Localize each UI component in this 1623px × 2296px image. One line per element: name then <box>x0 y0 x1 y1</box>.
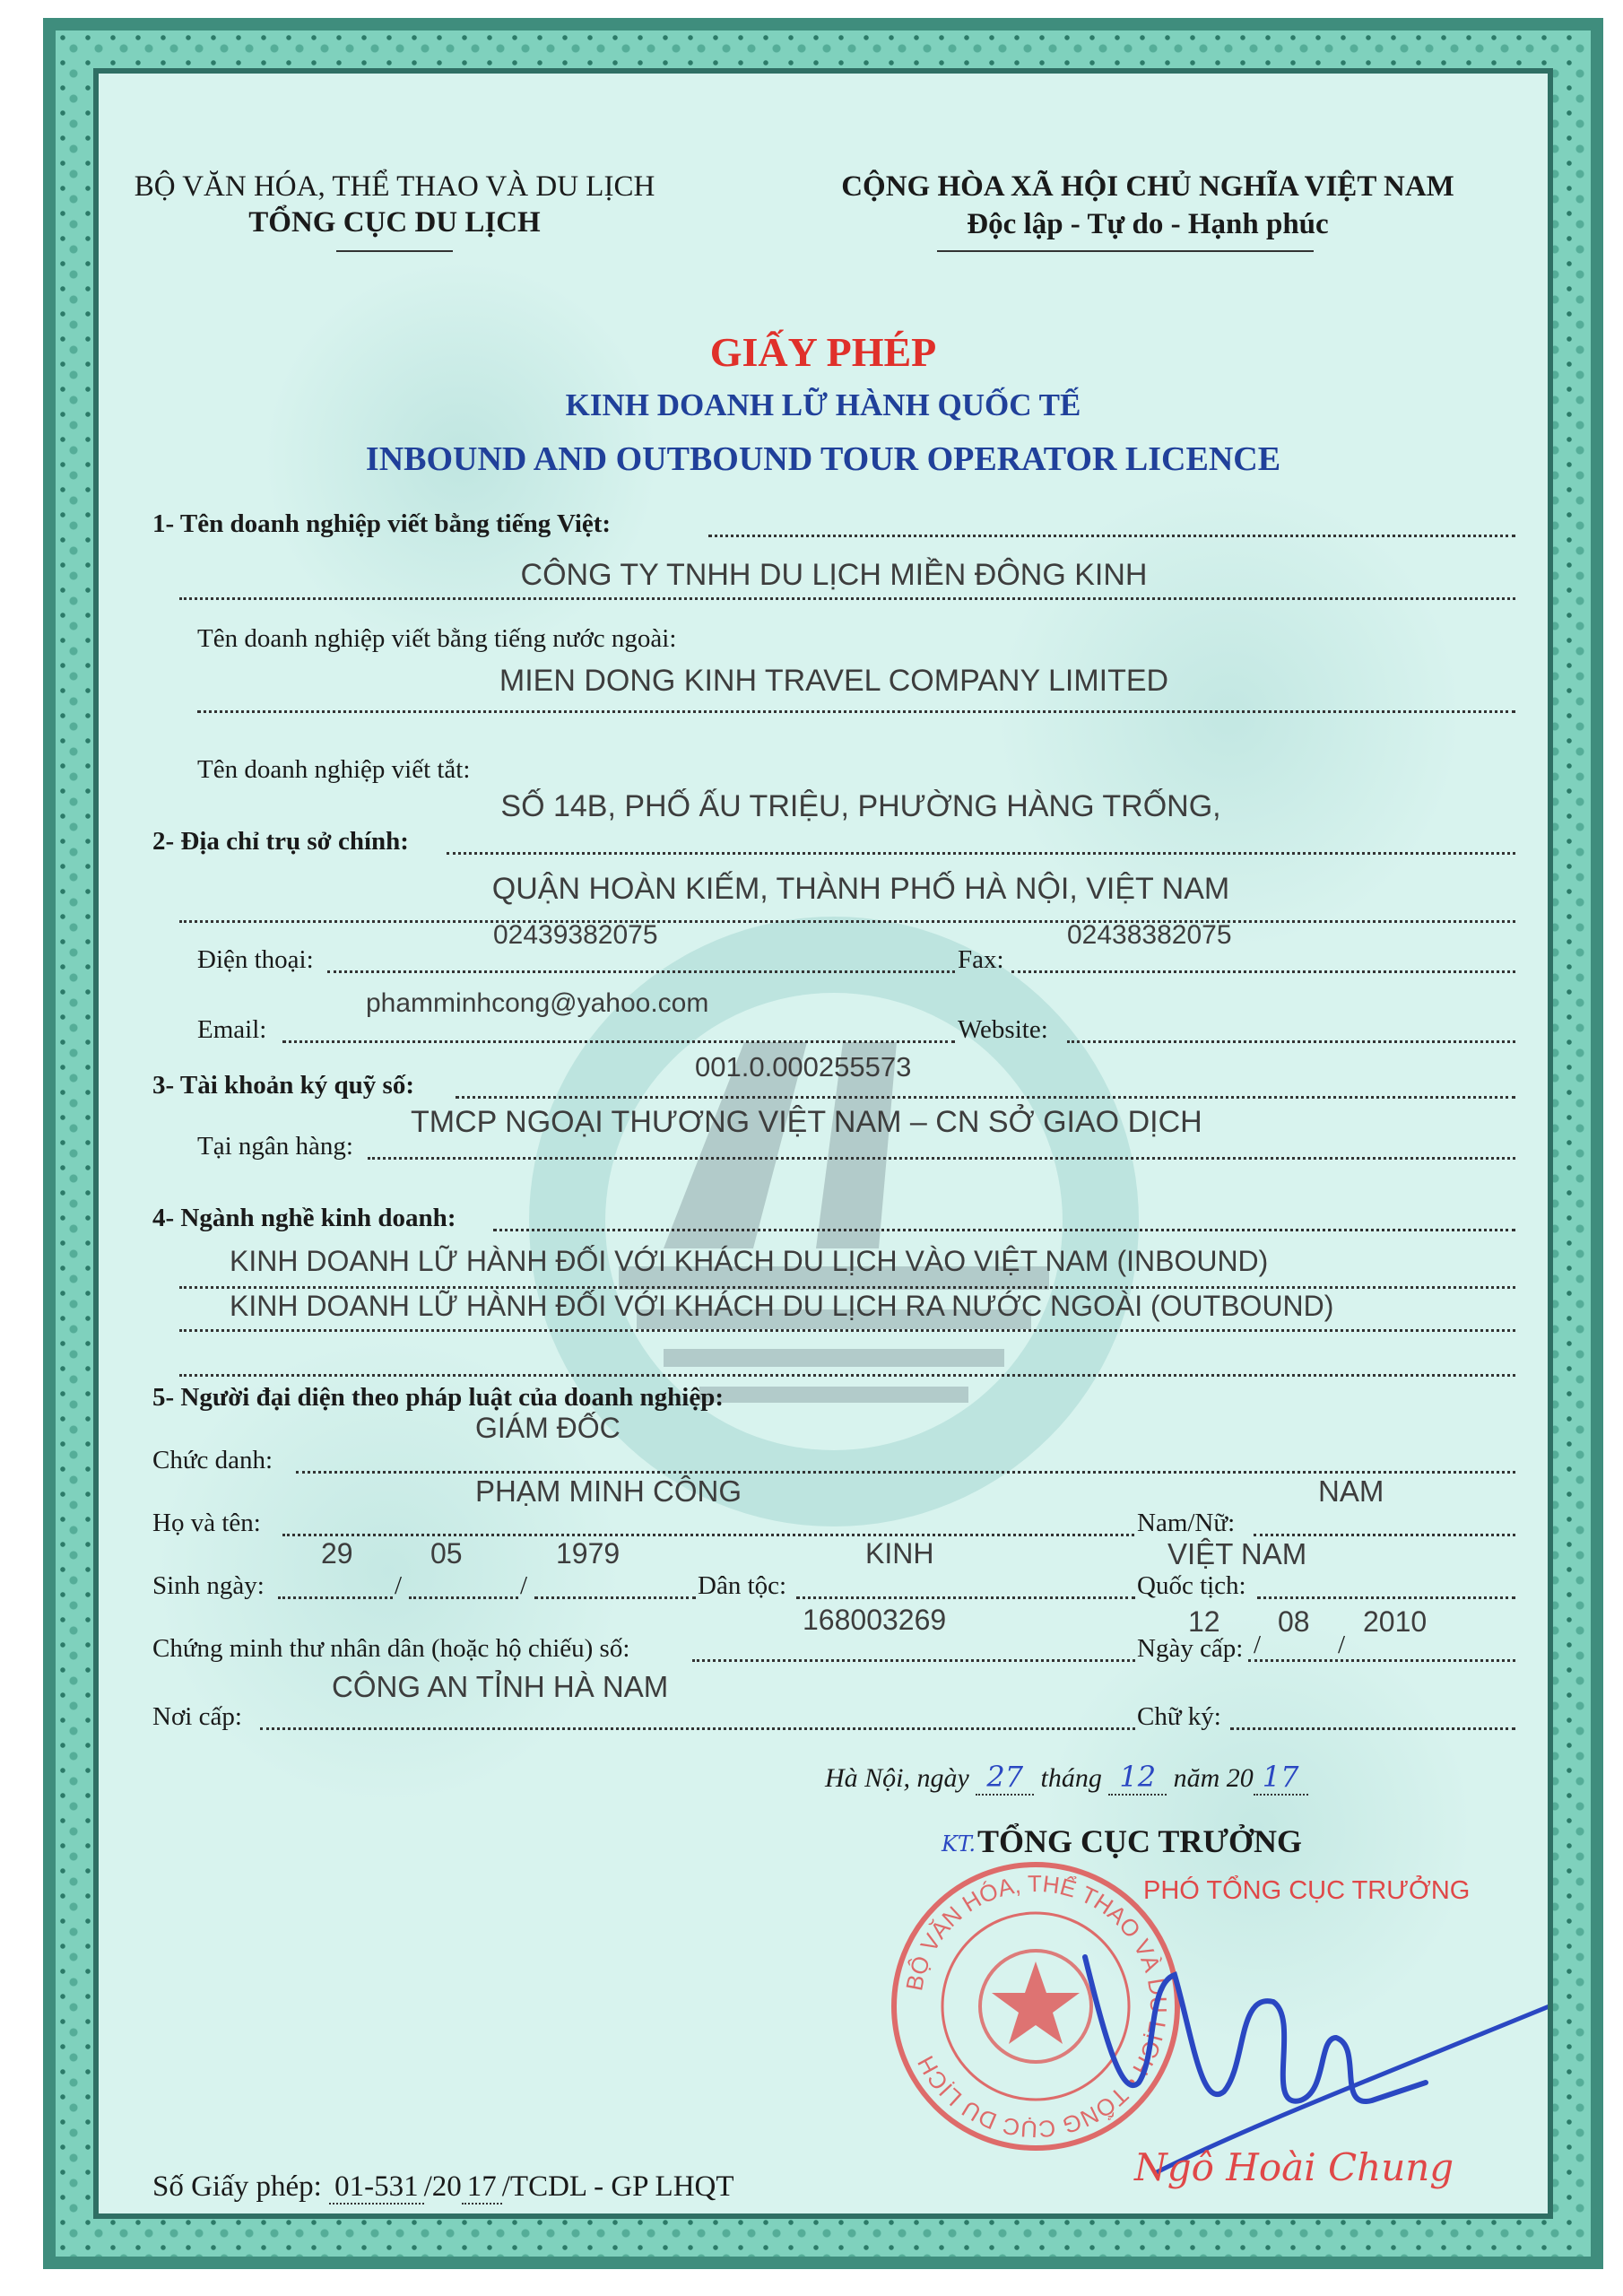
signing-date <box>825 1760 1308 1794</box>
gender-label: Nam/Nữ: <box>1137 1509 1236 1537</box>
header-right-rule <box>937 250 1314 252</box>
fax-label: Fax: <box>958 945 1004 974</box>
dotted-line <box>796 1596 1135 1599</box>
document-title: GIẤY PHÉP <box>709 329 937 375</box>
dotted-line <box>282 1534 1134 1536</box>
dotted-line <box>368 1157 1515 1160</box>
issuer-label: Nơi cấp: <box>152 1702 242 1731</box>
dob-label: Sinh ngày: <box>152 1571 265 1600</box>
svg-text:BỘ VĂN HÓA, THỂ THAO VÀ DU LỊC: BỘ VĂN HÓA, THỂ THAO VÀ DU LỊCH • TỔNG CỤC DU LỊCH <box>900 1869 1173 2144</box>
licence-year: 17 <box>462 2170 502 2205</box>
signature-label: Chữ ký: <box>1137 1702 1221 1731</box>
dotted-line <box>1248 1659 1515 1662</box>
phone-label: Điện thoại: <box>197 945 314 974</box>
ministry-name: BỘ VĂN HÓA, THỂ THAO VÀ DU LỊCH <box>134 170 655 203</box>
fax-value: 02438382075 <box>1067 920 1232 950</box>
dotted-line <box>447 852 1515 855</box>
dotted-line <box>179 1374 1515 1377</box>
email-value: phamminhcong@yahoo.com <box>366 988 709 1018</box>
dotted-line <box>1254 1534 1515 1536</box>
bank-label: Tại ngân hàng: <box>197 1132 353 1161</box>
id-number: 168003269 <box>803 1604 947 1636</box>
dotted-line <box>493 1229 1515 1231</box>
section2-label: 2- Địa chỉ trụ sở chính: <box>152 827 409 856</box>
signing-year: 17 <box>1254 1760 1308 1796</box>
dotted-line <box>179 1329 1515 1332</box>
dotted-line <box>456 1096 1515 1099</box>
licence-label: Số Giấy phép: <box>152 2170 322 2203</box>
dotted-line <box>260 1727 1135 1730</box>
dotted-line <box>1011 970 1515 973</box>
section1-label: 1- Tên doanh nghiệp viết bằng tiếng Việt: <box>152 509 612 538</box>
office-title: TỔNG CỤC TRƯỞNG <box>977 1823 1303 1859</box>
dotted-line <box>179 920 1515 923</box>
national-motto: Độc lập - Tự do - Hạnh phúc <box>967 208 1329 240</box>
date-separator: / <box>395 1571 403 1600</box>
nationality-value: VIỆT NAM <box>1167 1537 1307 1570</box>
dotted-line <box>278 1596 393 1599</box>
gender-value: NAM <box>1318 1474 1384 1508</box>
date-separator: / <box>1338 1631 1346 1659</box>
date-separator: / <box>1254 1631 1262 1659</box>
republic-name: CỘNG HÒA XÃ HỘI CHỦ NGHĨA VIỆT NAM <box>841 170 1454 203</box>
address-line1: SỐ 14B, PHỐ ẤU TRIỆU, PHƯỜNG HÀNG TRỐNG, <box>500 789 1221 823</box>
licence-number-value: 01-531 <box>329 2170 424 2205</box>
section3-label: 3- Tài khoản ký quỹ số: <box>152 1071 414 1100</box>
dotted-line <box>179 1286 1515 1289</box>
deposit-account: 001.0.000255573 <box>695 1051 912 1083</box>
dotted-line <box>197 710 1515 713</box>
place-date-prefix: Hà Nội, ngày <box>825 1763 969 1793</box>
company-name-foreign: MIEN DONG KINH TRAVEL COMPANY LIMITED <box>499 664 1169 698</box>
deputy-title: PHÓ TỔNG CỤC TRƯỞNG <box>1143 1876 1471 1905</box>
dotted-line <box>1067 1040 1515 1043</box>
licence-number <box>152 2170 734 2204</box>
issue-date-label: Ngày cấp: <box>1137 1634 1244 1663</box>
business-line1: KINH DOANH LỮ HÀNH ĐỐI VỚI KHÁCH DU LỊCH VÀO VIỆT NAM (INBOUND) <box>230 1245 1269 1277</box>
website-label: Website: <box>958 1015 1048 1044</box>
short-name-label: Tên doanh nghiệp viết tắt: <box>197 755 471 784</box>
date-separator: / <box>520 1571 528 1600</box>
position-value: GIÁM ĐỐC <box>475 1412 621 1444</box>
dotted-line <box>282 1040 955 1043</box>
address-line2: QUẬN HOÀN KIẾM, THÀNH PHỐ HÀ NỘI, VIỆT NAM <box>491 872 1230 906</box>
kt-mark: KT. <box>942 1831 976 1857</box>
signing-month: 12 <box>1108 1760 1167 1796</box>
issuer-value: CÔNG AN TỈNH HÀ NAM <box>332 1670 669 1703</box>
issue-day: 12 <box>1188 1605 1220 1638</box>
nationality-label: Quốc tịch: <box>1137 1571 1246 1600</box>
company-name-vi: CÔNG TY TNHH DU LỊCH MIỀN ĐÔNG KINH <box>520 558 1148 592</box>
dob-day: 29 <box>321 1537 353 1570</box>
dotted-line <box>1230 1727 1515 1730</box>
dotted-line <box>179 597 1515 600</box>
signing-day: 27 <box>976 1760 1034 1796</box>
foreign-name-label: Tên doanh nghiệp viết bằng tiếng nước ngoài: <box>197 624 677 653</box>
ethnicity-label: Dân tộc: <box>698 1571 787 1600</box>
year-word: năm 20 <box>1173 1763 1254 1793</box>
dotted-line <box>1257 1596 1515 1599</box>
phone-value: 02439382075 <box>493 920 658 950</box>
position-label: Chức danh: <box>152 1446 273 1474</box>
dotted-line <box>534 1596 696 1599</box>
section4-label: 4- Ngành nghề kinh doanh: <box>152 1204 456 1232</box>
business-line2: KINH DOANH LỮ HÀNH ĐỐI VỚI KHÁCH DU LỊCH RA NƯỚC NGOÀI (OUTBOUND) <box>230 1290 1334 1322</box>
document-subtitle-en: INBOUND AND OUTBOUND TOUR OPERATOR LICENCE <box>365 440 1281 478</box>
ethnicity-value: KINH <box>865 1537 934 1570</box>
section5-label: 5- Người đại diện theo pháp luật của doanh nghiệp: <box>152 1383 724 1412</box>
representative-name: PHẠM MINH CÔNG <box>475 1474 742 1508</box>
licence-suffix: /TCDL - GP LHQT <box>501 2170 734 2203</box>
dob-year: 1979 <box>556 1537 621 1570</box>
issue-year: 2010 <box>1363 1605 1428 1638</box>
dotted-line <box>692 1659 1135 1662</box>
document-subtitle-vi: KINH DOANH LỮ HÀNH QUỐC TẾ <box>565 387 1081 422</box>
department-name: TỔNG CỤC DU LỊCH <box>248 206 541 239</box>
id-label: Chứng minh thư nhân dân (hoặc hộ chiếu) số: <box>152 1634 630 1663</box>
signer-name: Ngô Hoài Chung <box>1134 2145 1454 2189</box>
name-label: Họ và tên: <box>152 1509 261 1537</box>
dotted-line <box>708 535 1515 537</box>
header-left-rule <box>336 250 453 252</box>
dob-month: 05 <box>430 1537 463 1570</box>
issue-month: 08 <box>1278 1605 1310 1638</box>
dotted-line <box>409 1596 518 1599</box>
bank-name: TMCP NGOẠI THƯƠNG VIỆT NAM – CN SỞ GIAO DỊCH <box>411 1105 1202 1139</box>
month-word: tháng <box>1040 1763 1102 1793</box>
dotted-line <box>327 970 955 973</box>
certificate-paper <box>99 74 1548 2213</box>
licence-year-prefix: /20 <box>423 2170 462 2203</box>
email-label: Email: <box>197 1015 267 1044</box>
dotted-line <box>296 1471 1515 1474</box>
